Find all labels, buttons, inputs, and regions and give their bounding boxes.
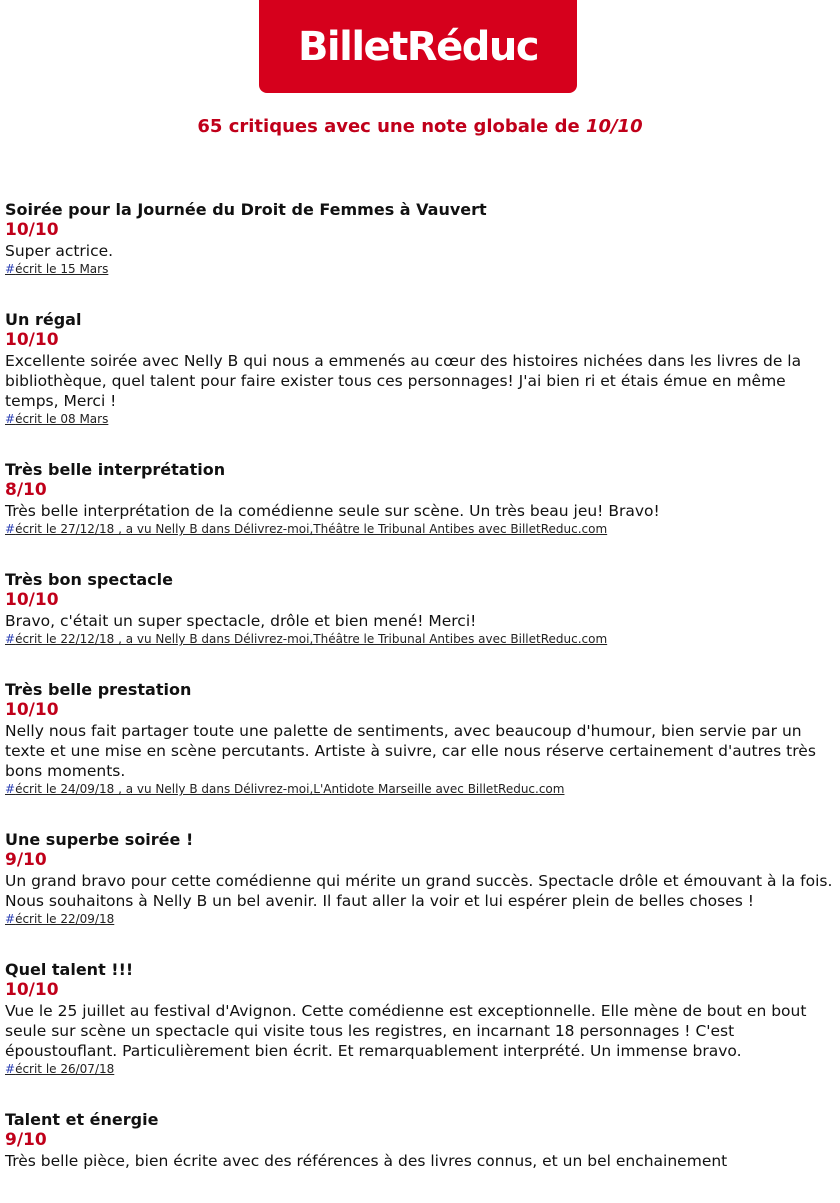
review-title: Très bon spectacle	[5, 570, 173, 589]
review-meta[interactable]	[5, 521, 833, 537]
review-score: 10/10	[5, 220, 59, 240]
reviews-summary	[0, 116, 840, 137]
review-title: Soirée pour la Journée du Droit de Femmes à Vauvert	[5, 200, 487, 219]
review-date[interactable]: écrit le 15 Mars	[15, 262, 109, 276]
review-date[interactable]: écrit le 24/09/18 , a vu Nelly B dans Délivrez-moi,L'Antidote Marseille avec BilletReduc.com	[15, 782, 565, 796]
review-text: Très belle pièce, bien écrite avec des références à des livres connus, et un bel enchainement	[5, 1152, 728, 1170]
review-title: Talent et énergie	[5, 1110, 159, 1129]
review-item	[5, 679, 833, 797]
review-date[interactable]: écrit le 26/07/18	[15, 1062, 115, 1076]
billetreduc-logo[interactable]	[259, 0, 577, 93]
review-item	[5, 199, 833, 277]
permalink-hash[interactable]: #	[5, 912, 16, 926]
review-text: Un grand bravo pour cette comédienne qui mérite un grand succès. Spectacle drôle et émouvant à la fois. Nous souhaitons à Nelly B un bel avenir. Il faut aller la voir et lui espérer plein de belles choses !	[5, 872, 833, 910]
review-meta[interactable]	[5, 631, 833, 647]
permalink-hash[interactable]: #	[5, 412, 16, 426]
review-date[interactable]: écrit le 22/09/18	[15, 912, 115, 926]
review-text: Bravo, c'était un super spectacle, drôle et bien mené! Merci!	[5, 612, 477, 630]
review-meta[interactable]	[5, 911, 833, 927]
permalink-hash[interactable]: #	[5, 782, 16, 796]
review-meta[interactable]	[5, 261, 833, 277]
review-list	[5, 199, 833, 1203]
review-score: 9/10	[5, 850, 47, 870]
review-item	[5, 959, 833, 1077]
review-item	[5, 569, 833, 647]
permalink-hash[interactable]: #	[5, 522, 16, 536]
logo-text: BilletRéduc	[297, 23, 539, 70]
review-title: Très belle interprétation	[5, 460, 226, 479]
review-text: Excellente soirée avec Nelly B qui nous a emmenés au cœur des histoires nichées dans les livres de la bibliothèque, quel talent pour faire exister tous ces personnages! J'ai bien ri et étais émue en même temps, Merci !	[5, 352, 802, 410]
review-item	[5, 309, 833, 427]
review-date[interactable]: écrit le 27/12/18 , a vu Nelly B dans Délivrez-moi,Théâtre le Tribunal Antibes avec BilletReduc.com	[15, 522, 608, 536]
permalink-hash[interactable]: #	[5, 1062, 16, 1076]
review-text: Vue le 25 juillet au festival d'Avignon. Cette comédienne est exceptionnelle. Elle mène de bout en bout seule sur scène un spectacle qui visite tous les registres, en incarnant 18 personnages ! C'est époustouflant. Particulièrement bien écrit. Et remarquablement interprété. Un immense bravo.	[5, 1002, 807, 1060]
review-date[interactable]: écrit le 22/12/18 , a vu Nelly B dans Délivrez-moi,Théâtre le Tribunal Antibes avec BilletReduc.com	[15, 632, 608, 646]
review-date[interactable]: écrit le 08 Mars	[15, 412, 109, 426]
review-item	[5, 829, 833, 927]
review-title: Une superbe soirée !	[5, 830, 194, 849]
review-score: 8/10	[5, 480, 47, 500]
summary-text: 65 critiques avec une note globale de	[197, 116, 586, 137]
review-title: Très belle prestation	[5, 680, 192, 699]
permalink-hash[interactable]: #	[5, 632, 16, 646]
review-score: 10/10	[5, 330, 59, 350]
review-meta[interactable]	[5, 411, 833, 427]
summary-score: 10/10	[585, 116, 643, 137]
review-item	[5, 1109, 833, 1171]
review-text: Super actrice.	[5, 242, 114, 260]
review-meta[interactable]	[5, 781, 833, 797]
review-title: Un régal	[5, 310, 82, 329]
permalink-hash[interactable]: #	[5, 262, 16, 276]
review-score: 9/10	[5, 1130, 47, 1150]
review-text: Nelly nous fait partager toute une palette de sentiments, avec beaucoup d'humour, bien servie par un texte et une mise en scène percutants. Artiste à suivre, car elle nous réserve certainement d'autres très bons moments.	[5, 722, 816, 780]
review-score: 10/10	[5, 590, 59, 610]
review-text: Très belle interprétation de la comédienne seule sur scène. Un très beau jeu! Bravo!	[5, 502, 660, 520]
review-meta[interactable]	[5, 1061, 833, 1077]
review-item	[5, 459, 833, 537]
review-score: 10/10	[5, 700, 59, 720]
review-title: Quel talent !!!	[5, 960, 134, 979]
review-score: 10/10	[5, 980, 59, 1000]
